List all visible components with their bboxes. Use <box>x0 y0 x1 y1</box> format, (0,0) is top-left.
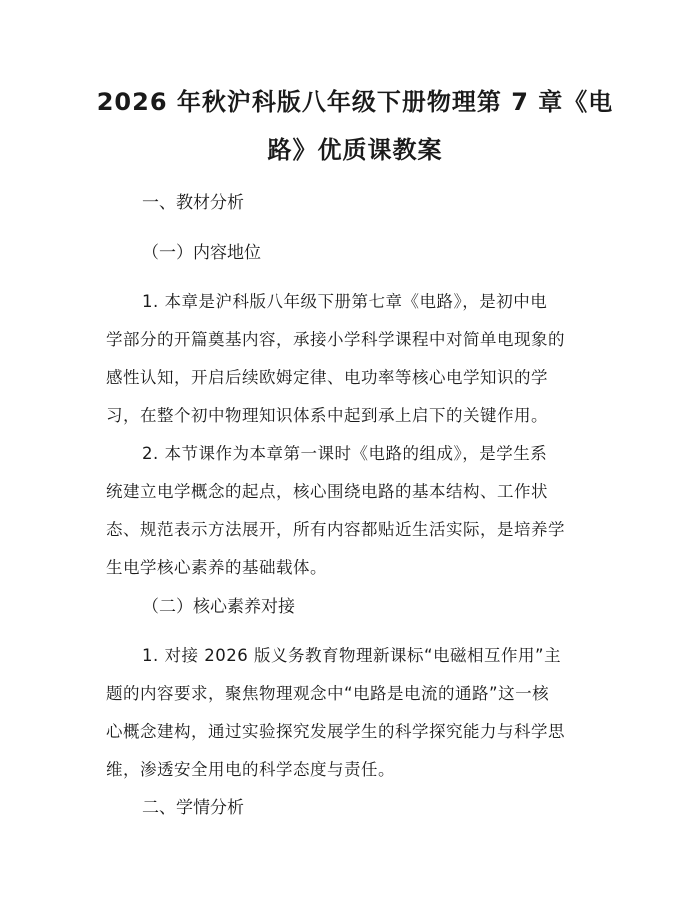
paragraph-line: 学部分的开篇奠基内容，承接小学科学课程中对简单电现象的 <box>106 330 565 349</box>
paragraph-line: 1. 对接 2026 版义务教育物理新课标“电磁相互作用”主 <box>142 646 562 665</box>
paragraph-line: 生电学核心素养的基础载体。 <box>106 558 327 577</box>
paragraph-1 <box>106 283 606 435</box>
section-heading-textbook-analysis: 一、教材分析 <box>142 193 244 213</box>
section-heading-learner-analysis: 二、学情分析 <box>142 798 244 818</box>
paragraph-line: 统建立电学概念的起点，核心围绕电路的基本结构、工作状 <box>106 482 548 501</box>
paragraph-line: 维，渗透安全用电的科学态度与责任。 <box>106 760 395 779</box>
paragraph-2 <box>106 435 606 587</box>
title-line-1: 2026 年秋沪科版八年级下册物理第 7 章《电 <box>96 88 614 116</box>
document-title <box>95 78 615 174</box>
paragraph-3 <box>106 637 606 789</box>
title-line-2: 路》优质课教案 <box>267 136 443 164</box>
paragraph-line: 1. 本章是沪科版八年级下册第七章《电路》，是初中电 <box>142 292 548 311</box>
subsection-heading-content-position: （一）内容地位 <box>142 243 261 263</box>
subsection-heading-core-literacy: （二）核心素养对接 <box>142 597 295 617</box>
paragraph-line: 态、规范表示方法展开，所有内容都贴近生活实际，是培养学 <box>106 520 565 539</box>
paragraph-line: 2. 本节课作为本章第一课时《电路的组成》，是学生系 <box>142 444 548 463</box>
paragraph-line: 心概念建构，通过实验探究发展学生的科学探究能力与科学思 <box>106 722 565 741</box>
paragraph-line: 题的内容要求，聚焦物理观念中“电路是电流的通路”这一核 <box>106 684 550 703</box>
paragraph-line: 习，在整个初中物理知识体系中起到承上启下的关键作用。 <box>106 406 548 425</box>
paragraph-line: 感性认知，开启后续欧姆定律、电功率等核心电学知识的学 <box>106 368 548 387</box>
